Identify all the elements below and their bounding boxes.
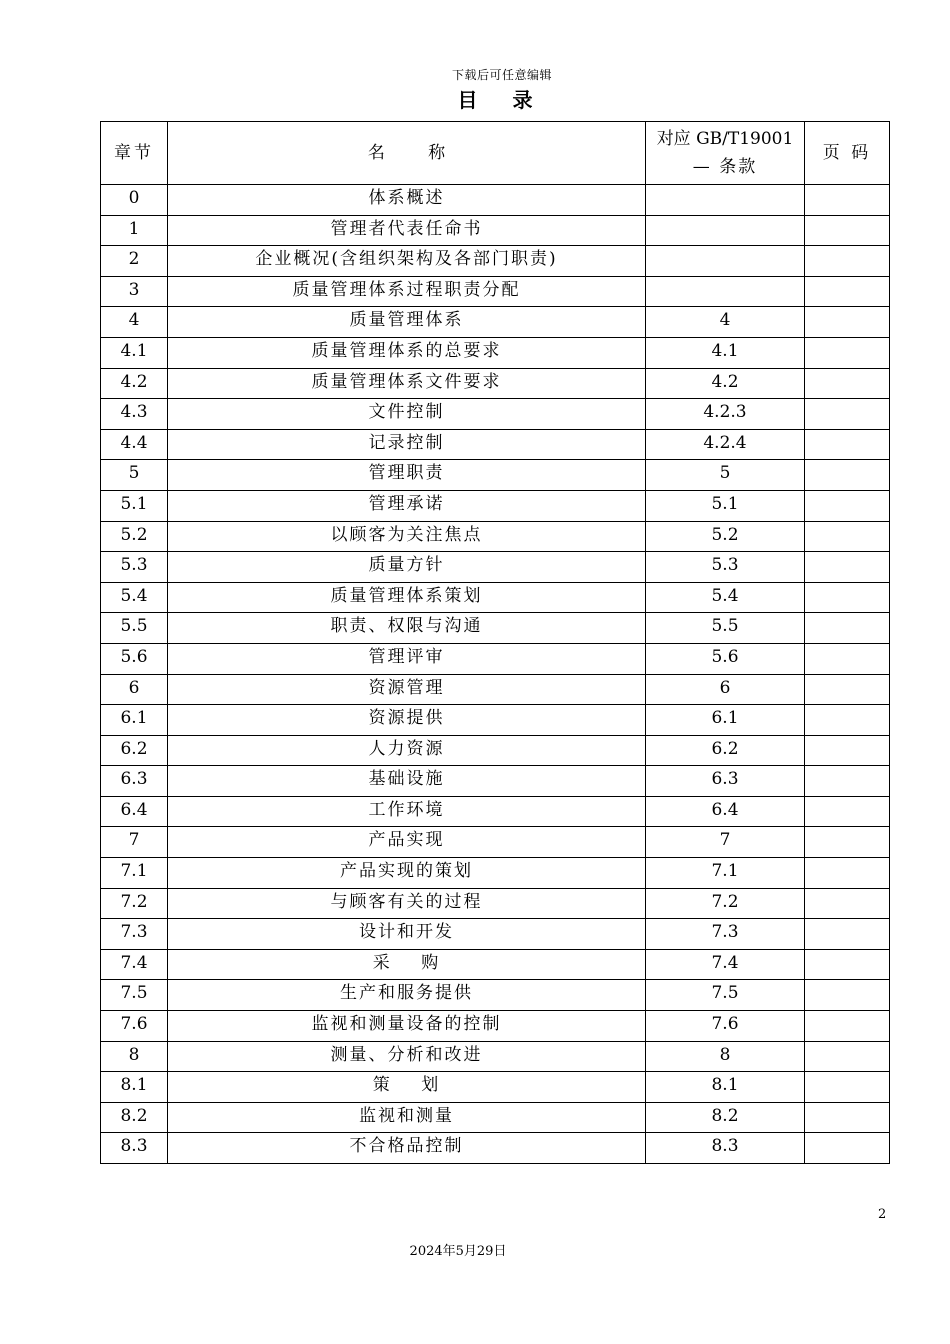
- cell-name: 职责、权限与沟通: [168, 613, 646, 644]
- cell-page: [805, 827, 890, 858]
- cell-page: [805, 246, 890, 277]
- cell-clause: 6.2: [646, 735, 805, 766]
- toc-row: [101, 766, 890, 797]
- cell-chapter: 7.2: [101, 888, 168, 919]
- cell-name: 管理评审: [168, 643, 646, 674]
- cell-chapter: 4.3: [101, 399, 168, 430]
- cell-clause: 8: [646, 1041, 805, 1072]
- cell-name: 文件控制: [168, 399, 646, 430]
- cell-name: 管理者代表任命书: [168, 215, 646, 246]
- cell-clause: 8.1: [646, 1072, 805, 1103]
- cell-chapter: 4.2: [101, 368, 168, 399]
- cell-name: 监视和测量: [168, 1102, 646, 1133]
- toc-row: [101, 399, 890, 430]
- cell-clause: 5.2: [646, 521, 805, 552]
- cell-page: [805, 582, 890, 613]
- cell-name: 与顾客有关的过程: [168, 888, 646, 919]
- cell-page: [805, 796, 890, 827]
- cell-clause: [646, 276, 805, 307]
- header-page: 页 码: [805, 122, 890, 185]
- toc-row: [101, 674, 890, 705]
- cell-page: [805, 674, 890, 705]
- cell-name: 质量方针: [168, 552, 646, 583]
- toc-row: [101, 888, 890, 919]
- cell-clause: 7.5: [646, 980, 805, 1011]
- cell-chapter: 5.5: [101, 613, 168, 644]
- toc-row: [101, 521, 890, 552]
- cell-name: 质量管理体系的总要求: [168, 337, 646, 368]
- cell-page: [805, 1041, 890, 1072]
- toc-row: [101, 858, 890, 889]
- toc-row: [101, 705, 890, 736]
- cell-chapter: 8.2: [101, 1102, 168, 1133]
- cell-clause: 4.2.3: [646, 399, 805, 430]
- cell-chapter: 4.4: [101, 429, 168, 460]
- cell-clause: 5: [646, 460, 805, 491]
- header-note: 下载后可任意编辑: [451, 68, 552, 82]
- cell-chapter: 7.4: [101, 949, 168, 980]
- toc-body: [101, 185, 890, 1164]
- cell-page: [805, 888, 890, 919]
- cell-chapter: 0: [101, 185, 168, 216]
- cell-name: 企业概况(含组织架构及各部门职责): [168, 246, 646, 277]
- toc-row: [101, 246, 890, 277]
- cell-clause: 6.3: [646, 766, 805, 797]
- cell-name: 体系概述: [168, 185, 646, 216]
- toc-row: [101, 215, 890, 246]
- footer-date: 2024年5月29日: [409, 1244, 507, 1259]
- cell-chapter: 5.3: [101, 552, 168, 583]
- toc-table: [100, 121, 890, 1164]
- cell-name: 产品实现的策划: [168, 858, 646, 889]
- cell-page: [805, 980, 890, 1011]
- cell-clause: 7.4: [646, 949, 805, 980]
- cell-page: [805, 276, 890, 307]
- cell-name: 工作环境: [168, 796, 646, 827]
- toc-row: [101, 185, 890, 216]
- cell-name: 策 划: [168, 1072, 646, 1103]
- cell-clause: [646, 185, 805, 216]
- cell-page: [805, 185, 890, 216]
- toc-row: [101, 1011, 890, 1042]
- cell-page: [805, 490, 890, 521]
- cell-page: [805, 1072, 890, 1103]
- cell-clause: 5.1: [646, 490, 805, 521]
- cell-page: [805, 368, 890, 399]
- cell-page: [805, 1133, 890, 1164]
- toc-row: [101, 368, 890, 399]
- cell-page: [805, 337, 890, 368]
- cell-name: 生产和服务提供: [168, 980, 646, 1011]
- cell-clause: 4.2: [646, 368, 805, 399]
- cell-page: [805, 1011, 890, 1042]
- cell-chapter: 2: [101, 246, 168, 277]
- cell-chapter: 6.4: [101, 796, 168, 827]
- cell-chapter: 4.1: [101, 337, 168, 368]
- cell-page: [805, 766, 890, 797]
- cell-chapter: 5.2: [101, 521, 168, 552]
- cell-clause: 7.2: [646, 888, 805, 919]
- toc-row: [101, 490, 890, 521]
- cell-chapter: 7.5: [101, 980, 168, 1011]
- cell-page: [805, 215, 890, 246]
- cell-clause: 6.4: [646, 796, 805, 827]
- cell-chapter: 8.1: [101, 1072, 168, 1103]
- cell-chapter: 4: [101, 307, 168, 338]
- cell-chapter: 8: [101, 1041, 168, 1072]
- cell-clause: 6: [646, 674, 805, 705]
- cell-clause: 4.1: [646, 337, 805, 368]
- cell-name: 人力资源: [168, 735, 646, 766]
- toc-row: [101, 613, 890, 644]
- cell-clause: 5.3: [646, 552, 805, 583]
- cell-clause: 4: [646, 307, 805, 338]
- cell-clause: 5.4: [646, 582, 805, 613]
- cell-clause: 6.1: [646, 705, 805, 736]
- cell-name: 资源提供: [168, 705, 646, 736]
- cell-clause: 5.6: [646, 643, 805, 674]
- cell-page: [805, 521, 890, 552]
- page-title: 目 录: [457, 88, 547, 112]
- cell-chapter: 7: [101, 827, 168, 858]
- toc-row: [101, 827, 890, 858]
- header-clause-line2: — 条款: [692, 157, 758, 177]
- cell-chapter: 8.3: [101, 1133, 168, 1164]
- toc-row: [101, 337, 890, 368]
- toc-row: [101, 1072, 890, 1103]
- cell-name: 产品实现: [168, 827, 646, 858]
- cell-chapter: 6.3: [101, 766, 168, 797]
- cell-name: 资源管理: [168, 674, 646, 705]
- toc-header-row: [101, 122, 890, 185]
- cell-clause: 7.6: [646, 1011, 805, 1042]
- cell-name: 质量管理体系过程职责分配: [168, 276, 646, 307]
- toc-row: [101, 1133, 890, 1164]
- cell-name: 测量、分析和改进: [168, 1041, 646, 1072]
- toc-row: [101, 980, 890, 1011]
- cell-name: 采 购: [168, 949, 646, 980]
- cell-name: 管理职责: [168, 460, 646, 491]
- cell-page: [805, 949, 890, 980]
- cell-chapter: 5: [101, 460, 168, 491]
- cell-name: 管理承诺: [168, 490, 646, 521]
- cell-chapter: 6: [101, 674, 168, 705]
- cell-clause: 4.2.4: [646, 429, 805, 460]
- toc-row: [101, 919, 890, 950]
- cell-chapter: 6.2: [101, 735, 168, 766]
- cell-chapter: 5.4: [101, 582, 168, 613]
- cell-page: [805, 919, 890, 950]
- cell-chapter: 6.1: [101, 705, 168, 736]
- toc-row: [101, 796, 890, 827]
- header-name: 名 称: [168, 122, 646, 185]
- cell-name: 设计和开发: [168, 919, 646, 950]
- toc-row: [101, 735, 890, 766]
- toc-row: [101, 1041, 890, 1072]
- toc-row: [101, 1102, 890, 1133]
- cell-chapter: 7.6: [101, 1011, 168, 1042]
- cell-chapter: 5.6: [101, 643, 168, 674]
- cell-name: 质量管理体系文件要求: [168, 368, 646, 399]
- cell-name: 质量管理体系: [168, 307, 646, 338]
- toc-row: [101, 276, 890, 307]
- cell-page: [805, 705, 890, 736]
- cell-clause: 8.3: [646, 1133, 805, 1164]
- cell-clause: 7.1: [646, 858, 805, 889]
- header-clause: [646, 122, 805, 185]
- cell-name: 不合格品控制: [168, 1133, 646, 1164]
- cell-page: [805, 399, 890, 430]
- header-chapter: 章节: [101, 122, 168, 185]
- cell-clause: 7.3: [646, 919, 805, 950]
- cell-chapter: 7.1: [101, 858, 168, 889]
- toc-row: [101, 949, 890, 980]
- cell-chapter: 7.3: [101, 919, 168, 950]
- cell-name: 质量管理体系策划: [168, 582, 646, 613]
- cell-name: 基础设施: [168, 766, 646, 797]
- cell-page: [805, 307, 890, 338]
- toc-row: [101, 552, 890, 583]
- cell-name: 监视和测量设备的控制: [168, 1011, 646, 1042]
- cell-page: [805, 735, 890, 766]
- toc-row: [101, 643, 890, 674]
- cell-clause: [646, 215, 805, 246]
- cell-page: [805, 613, 890, 644]
- header-clause-line1: 对应 GB/T19001: [656, 129, 794, 149]
- cell-clause: [646, 246, 805, 277]
- page-number: 2: [878, 1207, 887, 1222]
- cell-name: 以顾客为关注焦点: [168, 521, 646, 552]
- cell-page: [805, 460, 890, 491]
- cell-clause: 7: [646, 827, 805, 858]
- toc-row: [101, 307, 890, 338]
- cell-page: [805, 429, 890, 460]
- cell-chapter: 1: [101, 215, 168, 246]
- cell-clause: 8.2: [646, 1102, 805, 1133]
- cell-chapter: 3: [101, 276, 168, 307]
- cell-page: [805, 1102, 890, 1133]
- toc-row: [101, 460, 890, 491]
- cell-name: 记录控制: [168, 429, 646, 460]
- cell-chapter: 5.1: [101, 490, 168, 521]
- toc-row: [101, 429, 890, 460]
- cell-page: [805, 643, 890, 674]
- toc-row: [101, 582, 890, 613]
- cell-clause: 5.5: [646, 613, 805, 644]
- cell-page: [805, 552, 890, 583]
- cell-page: [805, 858, 890, 889]
